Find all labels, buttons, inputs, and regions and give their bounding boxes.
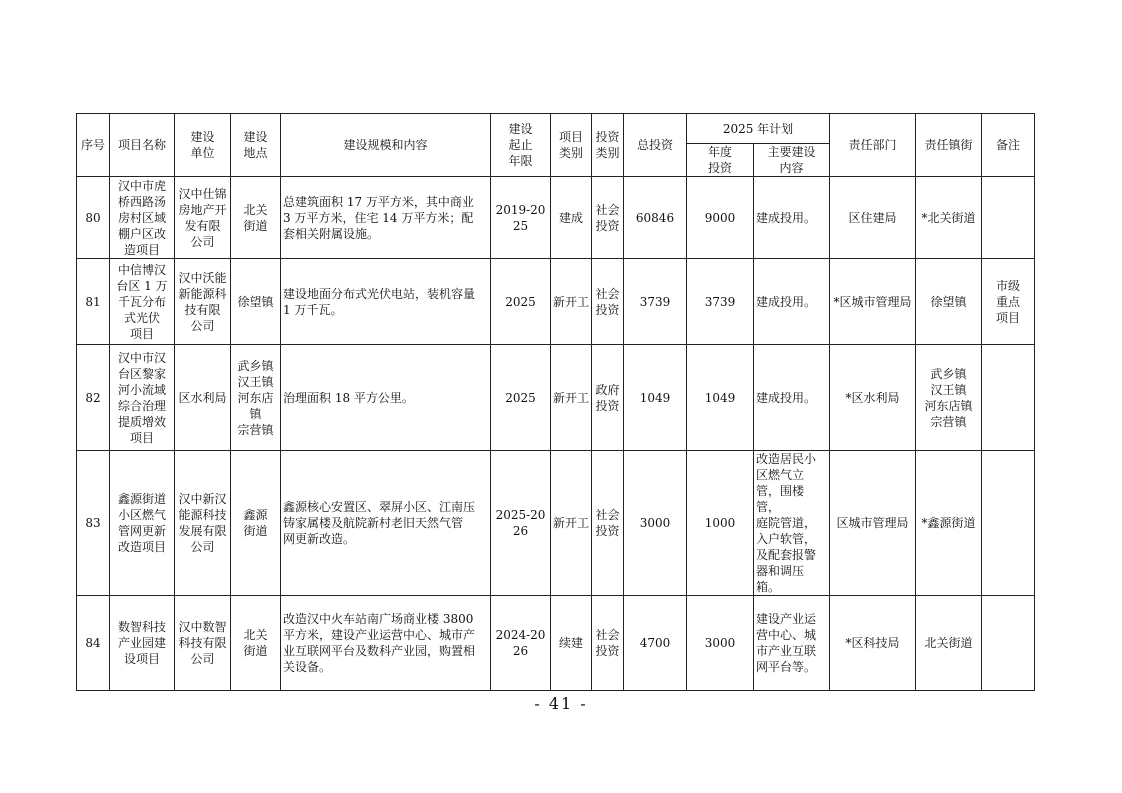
cell-project-name xyxy=(110,451,175,596)
cell-line: 业互联网平台及数科产业园，购置相 xyxy=(283,644,476,658)
cell-line: 社会 xyxy=(595,508,620,522)
cell-line: 社会 xyxy=(595,628,620,642)
cell-line: 式光伏 xyxy=(123,310,160,325)
header-note: 备注 xyxy=(982,114,1035,177)
cell-location xyxy=(231,596,281,691)
cell-scale xyxy=(281,259,491,345)
table-row xyxy=(77,451,1035,596)
cell-annual-investment: 9000 xyxy=(687,177,754,259)
cell-line: 汉中市汉 xyxy=(117,350,166,365)
cell-line: 产业园建 xyxy=(117,636,166,650)
cell-line: 徐望镇 xyxy=(237,294,274,309)
header-category-line: 类别 xyxy=(558,146,583,160)
cell-line: 总建筑面积 17 万平方米，其中商业 xyxy=(283,194,474,209)
header-main-content-line: 主要建设 xyxy=(767,145,816,159)
cell-line: 汉王镇 xyxy=(930,382,967,397)
cell-line: 铸家属楼及航院新村老旧天然气管 xyxy=(283,516,464,530)
cell-dept: *区水利局 xyxy=(830,345,916,451)
cell-seq: 82 xyxy=(77,345,110,451)
cell-line: *鑫源街道 xyxy=(921,516,976,530)
cell-line: 房村区域 xyxy=(117,210,166,225)
cell-line: 北关街道 xyxy=(924,636,973,650)
cell-line: 台区 1 万 xyxy=(116,278,168,293)
header-invest-type-line: 类别 xyxy=(595,146,620,160)
cell-line: 区燃气立 xyxy=(756,468,805,482)
cell-unit xyxy=(175,596,231,691)
cell-line: 综合治理 xyxy=(117,398,166,413)
cell-line: 器和调压箱。 xyxy=(756,564,805,594)
cell-line: 街道 xyxy=(243,644,268,658)
project-table xyxy=(76,113,1035,691)
table-header xyxy=(77,114,1035,177)
table-body xyxy=(77,177,1035,691)
cell-line: 项目 xyxy=(129,326,154,341)
cell-line: 桥西路汤 xyxy=(117,194,166,209)
cell-line: 武乡镇 xyxy=(237,358,274,373)
cell-line: 小区燃气 xyxy=(117,508,166,522)
header-period xyxy=(491,114,551,177)
cell-line: 汉中仕锦 xyxy=(178,186,227,201)
cell-note xyxy=(982,345,1035,451)
cell-line: 市级 xyxy=(996,278,1021,293)
cell-project-name xyxy=(110,345,175,451)
cell-line: 关设备。 xyxy=(283,660,332,674)
cell-dept: *区科技局 xyxy=(830,596,916,691)
cell-street xyxy=(916,345,982,451)
cell-line: 管，围楼管， xyxy=(756,484,805,514)
cell-category: 新开工 xyxy=(551,259,592,345)
cell-period: 2025-2026 xyxy=(491,451,551,596)
cell-project-name xyxy=(110,259,175,345)
cell-note xyxy=(982,259,1035,345)
cell-line: 公司 xyxy=(190,234,215,249)
cell-line: 发有限 xyxy=(184,218,221,233)
cell-location xyxy=(231,451,281,596)
cell-line: 鑫源核心安置区、翠屏小区、江南压 xyxy=(283,500,476,514)
cell-line: 项目 xyxy=(996,310,1021,325)
header-annual-line: 投资 xyxy=(707,161,732,175)
cell-line: 管网更新 xyxy=(117,524,166,538)
cell-location xyxy=(231,177,281,259)
cell-line: 千瓦分布 xyxy=(117,294,166,309)
cell-category: 建成 xyxy=(551,177,592,259)
cell-invest-type xyxy=(592,177,624,259)
header-project-name: 项目名称 xyxy=(110,114,175,177)
cell-main-content xyxy=(754,259,830,345)
cell-invest-type xyxy=(592,259,624,345)
cell-period: 2025 xyxy=(491,259,551,345)
cell-line: 区水利局 xyxy=(178,390,227,405)
cell-line: 武乡镇 xyxy=(930,366,967,381)
header-annual-investment xyxy=(687,144,754,177)
cell-line: 投资 xyxy=(595,524,620,538)
cell-line: 市产业互联 xyxy=(756,644,817,658)
cell-note xyxy=(982,177,1035,259)
cell-line: 街道 xyxy=(243,524,268,538)
cell-annual-investment: 3739 xyxy=(687,259,754,345)
cell-line: 治理面积 18 平方公里。 xyxy=(283,390,414,405)
cell-seq: 84 xyxy=(77,596,110,691)
cell-line: 及配套报警 xyxy=(756,548,817,562)
cell-street xyxy=(916,177,982,259)
cell-line: 营中心、城 xyxy=(756,628,817,642)
cell-line: 社会 xyxy=(595,286,620,301)
cell-scale xyxy=(281,177,491,259)
cell-line: 河东店镇 xyxy=(924,398,973,413)
cell-category: 续建 xyxy=(551,596,592,691)
cell-invest-type xyxy=(592,596,624,691)
header-category xyxy=(551,114,592,177)
cell-scale xyxy=(281,596,491,691)
cell-line: 汉王镇 xyxy=(237,374,274,389)
cell-annual-investment: 3000 xyxy=(687,596,754,691)
cell-total-investment: 3000 xyxy=(624,451,687,596)
cell-invest-type xyxy=(592,451,624,596)
cell-note xyxy=(982,596,1035,691)
cell-dept: 区城市管理局 xyxy=(830,451,916,596)
cell-dept: 区住建局 xyxy=(830,177,916,259)
cell-line: 投资 xyxy=(595,398,620,413)
header-location xyxy=(231,114,281,177)
cell-line: 1 万千瓦。 xyxy=(283,302,343,317)
header-unit-line: 单位 xyxy=(190,146,215,160)
cell-dept: *区城市管理局 xyxy=(830,259,916,345)
cell-seq: 80 xyxy=(77,177,110,259)
cell-total-investment: 1049 xyxy=(624,345,687,451)
cell-line: 入户软管， xyxy=(756,532,817,546)
cell-line: 改造汉中火车站南广场商业楼 3800 xyxy=(283,612,474,626)
cell-main-content xyxy=(754,451,830,596)
cell-unit xyxy=(175,259,231,345)
cell-note xyxy=(982,451,1035,596)
cell-line: 科技有限 xyxy=(178,636,227,650)
header-scale: 建设规模和内容 xyxy=(281,114,491,177)
cell-line: 宗营镇 xyxy=(930,414,967,429)
cell-line: 汉中数智 xyxy=(178,620,227,634)
cell-street xyxy=(916,259,982,345)
header-plan-group: 2025 年计划 xyxy=(687,114,830,144)
cell-scale xyxy=(281,345,491,451)
cell-line: 项目 xyxy=(129,430,154,445)
header-period-line: 年限 xyxy=(508,154,533,168)
cell-scale xyxy=(281,451,491,596)
cell-line: 重点 xyxy=(996,294,1021,309)
cell-line: 公司 xyxy=(190,318,215,333)
cell-line: 改造项目 xyxy=(117,540,166,554)
table-row xyxy=(77,345,1035,451)
cell-line: 北关 xyxy=(243,628,268,642)
cell-annual-investment: 1000 xyxy=(687,451,754,596)
cell-street xyxy=(916,451,982,596)
header-period-line: 起止 xyxy=(508,138,533,152)
cell-line: 汉中新汉 xyxy=(178,492,227,506)
cell-line: 社会 xyxy=(595,202,620,217)
cell-main-content xyxy=(754,345,830,451)
cell-line: 公司 xyxy=(190,540,215,554)
cell-line: 投资 xyxy=(595,644,620,658)
cell-period: 2025 xyxy=(491,345,551,451)
cell-unit xyxy=(175,345,231,451)
cell-line: 公司 xyxy=(190,652,215,666)
cell-invest-type xyxy=(592,345,624,451)
cell-line: 中信博汉 xyxy=(117,262,166,277)
cell-line: 庭院管道， xyxy=(756,516,817,530)
cell-project-name xyxy=(110,596,175,691)
cell-line: 河小流域 xyxy=(117,382,166,397)
cell-line: 能源科技 xyxy=(178,508,227,522)
cell-location xyxy=(231,345,281,451)
header-total-investment: 总投资 xyxy=(624,114,687,177)
cell-line: 改造居民小 xyxy=(756,452,817,466)
cell-line: 新能源科 xyxy=(178,286,227,301)
cell-main-content xyxy=(754,177,830,259)
header-location-line: 建设 xyxy=(243,130,268,144)
cell-main-content xyxy=(754,596,830,691)
cell-period: 2019-2025 xyxy=(491,177,551,259)
header-dept: 责任部门 xyxy=(830,114,916,177)
cell-line: 棚户区改 xyxy=(117,226,166,241)
cell-seq: 81 xyxy=(77,259,110,345)
cell-total-investment: 4700 xyxy=(624,596,687,691)
header-annual-line: 年度 xyxy=(707,145,732,159)
cell-line: 鑫源 xyxy=(243,508,268,522)
header-street: 责任镇街 xyxy=(916,114,982,177)
cell-line: 鑫源街道 xyxy=(117,492,166,506)
header-category-line: 项目 xyxy=(558,130,583,144)
cell-line: 投资 xyxy=(595,218,620,233)
cell-category: 新开工 xyxy=(551,345,592,451)
cell-unit xyxy=(175,451,231,596)
cell-line: 河东店镇 xyxy=(237,390,274,421)
header-period-line: 建设 xyxy=(508,122,533,136)
cell-line: 技有限 xyxy=(184,302,221,317)
table-row xyxy=(77,177,1035,259)
cell-line: 投资 xyxy=(595,302,620,317)
cell-line: 平方米，建设产业运营中心、城市产 xyxy=(283,628,476,642)
header-main-content-line: 内容 xyxy=(779,161,804,175)
cell-line: 3 万平方米，住宅 14 万平方米；配 xyxy=(283,210,474,225)
cell-line: 北关 xyxy=(243,202,268,217)
page-number: - 41 - xyxy=(534,694,588,713)
cell-annual-investment: 1049 xyxy=(687,345,754,451)
cell-location xyxy=(231,259,281,345)
header-main-content xyxy=(754,144,830,177)
cell-street xyxy=(916,596,982,691)
cell-category: 新开工 xyxy=(551,451,592,596)
cell-line: 房地产开 xyxy=(178,202,227,217)
cell-line: 台区黎家 xyxy=(117,366,166,381)
cell-line: 政府 xyxy=(595,382,620,397)
cell-line: 建成投用。 xyxy=(756,390,817,405)
cell-total-investment: 3739 xyxy=(624,259,687,345)
header-invest-type-line: 投资 xyxy=(595,130,620,144)
cell-line: 建成投用。 xyxy=(756,210,817,225)
cell-line: 宗营镇 xyxy=(237,422,274,437)
cell-line: 网平台等。 xyxy=(756,660,817,674)
header-invest-type xyxy=(592,114,624,177)
cell-line: 发展有限 xyxy=(178,524,227,538)
cell-total-investment: 60846 xyxy=(624,177,687,259)
header-seq: 序号 xyxy=(77,114,110,177)
cell-line: 建成投用。 xyxy=(756,294,817,309)
cell-line: 造项目 xyxy=(123,242,160,257)
table-row xyxy=(77,596,1035,691)
cell-line: 提质增效 xyxy=(117,414,166,429)
cell-line: 套相关附属设施。 xyxy=(283,226,380,241)
cell-seq: 83 xyxy=(77,451,110,596)
cell-project-name xyxy=(110,177,175,259)
cell-line: 数智科技 xyxy=(117,620,166,634)
cell-line: 街道 xyxy=(243,218,268,233)
cell-line: 网更新改造。 xyxy=(283,532,356,546)
cell-line: 徐望镇 xyxy=(930,294,967,309)
cell-line: 汉中沃能 xyxy=(178,270,227,285)
header-unit xyxy=(175,114,231,177)
cell-period: 2024-2026 xyxy=(491,596,551,691)
cell-unit xyxy=(175,177,231,259)
header-unit-line: 建设 xyxy=(190,130,215,144)
cell-line: 设项目 xyxy=(123,652,160,666)
table-row xyxy=(77,259,1035,345)
cell-line: *北关街道 xyxy=(921,210,976,225)
cell-line: 建设地面分布式光伏电站，装机容量 xyxy=(283,286,476,301)
header-location-line: 地点 xyxy=(243,146,268,160)
cell-line: 汉中市虎 xyxy=(117,178,166,193)
cell-line: 建设产业运 xyxy=(756,612,817,626)
